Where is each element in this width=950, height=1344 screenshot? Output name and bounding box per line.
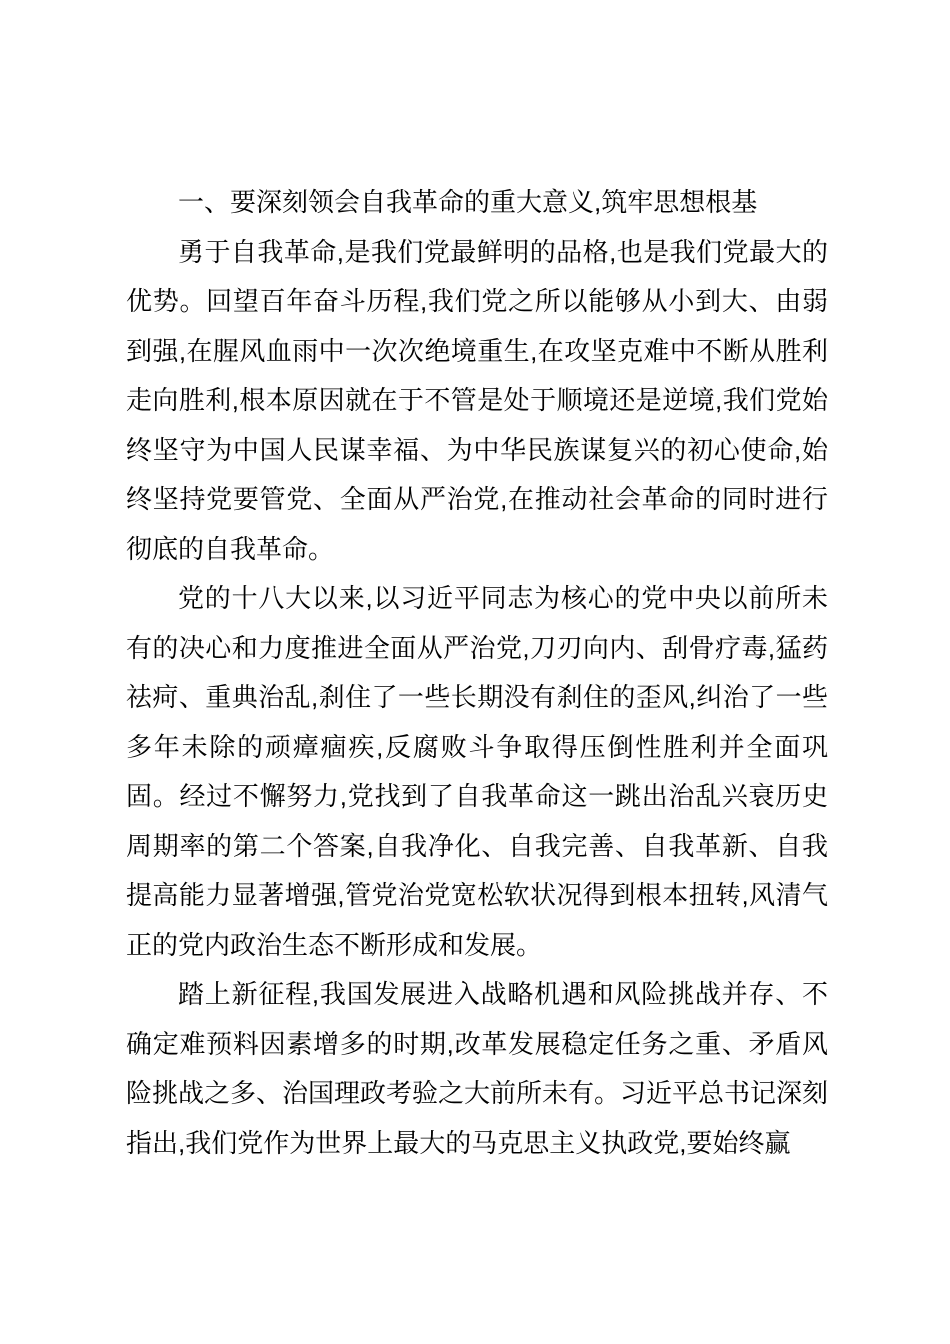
document-body <box>126 178 828 1168</box>
paragraph-3: 踏上新征程,我国发展进入战略机遇和风险挑战并存、不确定难预料因素增多的时期,改革发展稳定任务之重、矛盾风险挑战之多、治国理政考验之大前所未有。习近平总书记深刻指出,我们党作为世界上最大的马克思主义执政党,要始终赢 <box>126 979 829 1158</box>
paragraph-1: 勇于自我革命,是我们党最鲜明的品格,也是我们党最大的优势。回望百年奋斗历程,我们党之所以能够从小到大、由弱到强,在腥风血雨中一次次绝境重生,在攻坚克难中不断从胜利走向胜利,根本原因就在于不管是处于顺境还是逆境,我们党始终坚守为中国人民谋幸福、为中华民族谋复兴的初心使命,始终坚持党要管党、全面从严治党,在推动社会革命的同时进行彻底的自我革命。 <box>126 236 828 564</box>
paragraph-2: 党的十八大以来,以习近平同志为核心的党中央以前所未有的决心和力度推进全面从严治党,刀刃向内、刮骨疗毒,猛药祛疴、重典治乱,刹住了一些长期没有刹住的歪风,纠治了一些多年未除的顽瘴痼疾,反腐败斗争取得压倒性胜利并全面巩固。经过不懈努力,党找到了自我革命这一跳出治乱兴衰历史周期率的第二个答案,自我净化、自我完善、自我革新、自我提高能力显著增强,管党治党宽松软状况得到根本扭转,风清气正的党内政治生态不断形成和发展。 <box>126 583 828 960</box>
section-heading: 一、要深刻领会自我革命的重大意义,筑牢思想根基 <box>178 187 758 217</box>
